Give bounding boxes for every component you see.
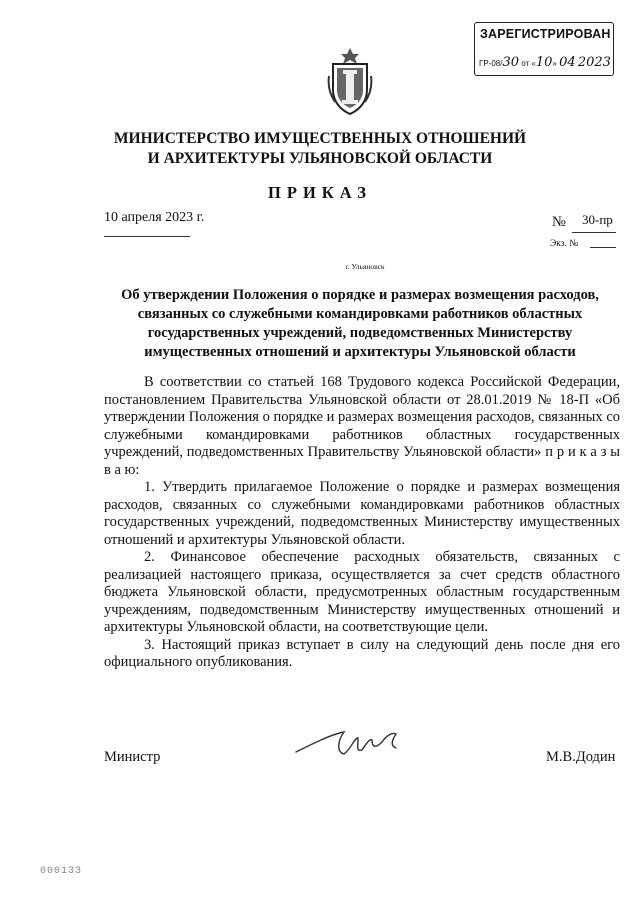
stamp-year: 2023 [577, 55, 611, 70]
order-body [104, 374, 620, 672]
number-sign: № [552, 214, 566, 230]
document-date: 10 апреля 2023 г. [104, 210, 205, 225]
order-title: Об утверждении Положения о порядке и размерах возмещения расходов, связанных со служебными командировками работников областных государственных учреждений, подведомственных Министерству имущественных отношений и архитектуры Ульяновской области [121, 287, 599, 360]
body-item-2: 2. Финансовое обеспечение расходных обязательств, связанных с реализацией настоящего приказа, осуществляется за счет средств областного бюджета Ульяновской области, предусмотренных областным государственным учреждениям, подведомственным Министерству имущественных отношений и архитектуры Ульяновской области, на соответствующие цели. [104, 549, 620, 635]
page-mark: 000133 [40, 866, 83, 877]
stamp-from: от [521, 59, 530, 68]
ministry-name-line2: И АРХИТЕКТУРЫ УЛЬЯНОВСКОЙ ОБЛАСТИ [147, 150, 493, 167]
copy-number-underline [590, 247, 616, 248]
city-label: г. Ульяновск [345, 262, 385, 271]
handwritten-signature-icon [292, 718, 412, 762]
stamp-title: ЗАРЕГИСТРИРОВАН [480, 27, 611, 41]
stamp-month: 04 [559, 55, 576, 70]
body-item-1: 1. Утвердить прилагаемое Положение о порядке и размерах возмещения расходов, связанных со служебными командировками работников областных государственных учреждений, подведомственных Министерству имущественных отношений и архитектуры Ульяновской области. [104, 479, 620, 548]
ministry-name-line1: МИНИСТЕРСТВО ИМУЩЕСТВЕННЫХ ОТНОШЕНИЙ [113, 130, 527, 147]
stamp-prefix: ГР-08/ [479, 59, 503, 68]
signatory-position: Министр [104, 749, 161, 765]
stamp-registration-line: ГР-08/30 от «10» 04 2023 [479, 55, 611, 70]
coat-of-arms-icon [327, 46, 373, 116]
registration-stamp [474, 22, 614, 76]
date-underline [104, 236, 190, 237]
document-number: 30-пр [582, 212, 613, 227]
body-item-3: 3. Настоящий приказ вступает в силу на следующий день после дня его официального опубликования. [104, 636, 620, 670]
document-type-heading: ПРИКАЗ [268, 183, 372, 202]
stamp-day: 10 [535, 55, 553, 70]
copy-number-label: Экз. № [550, 239, 579, 249]
signatory-name: М.В.Додин [546, 749, 616, 765]
stamp-number: 30 [502, 55, 519, 70]
body-intro: В соответствии со статьей 168 Трудового кодекса Российской Федерации, постановлением Правительства Ульяновской области от 28.01.2019 № 18-П «Об утверждении Положения о порядке и размерах возмещения расходов, связанных со служебными командировками работников областных государственных учреждений, подведомственных Правительству Ульяновской области» п р и к а з ы в а ю: [104, 374, 620, 478]
number-underline [572, 232, 616, 233]
